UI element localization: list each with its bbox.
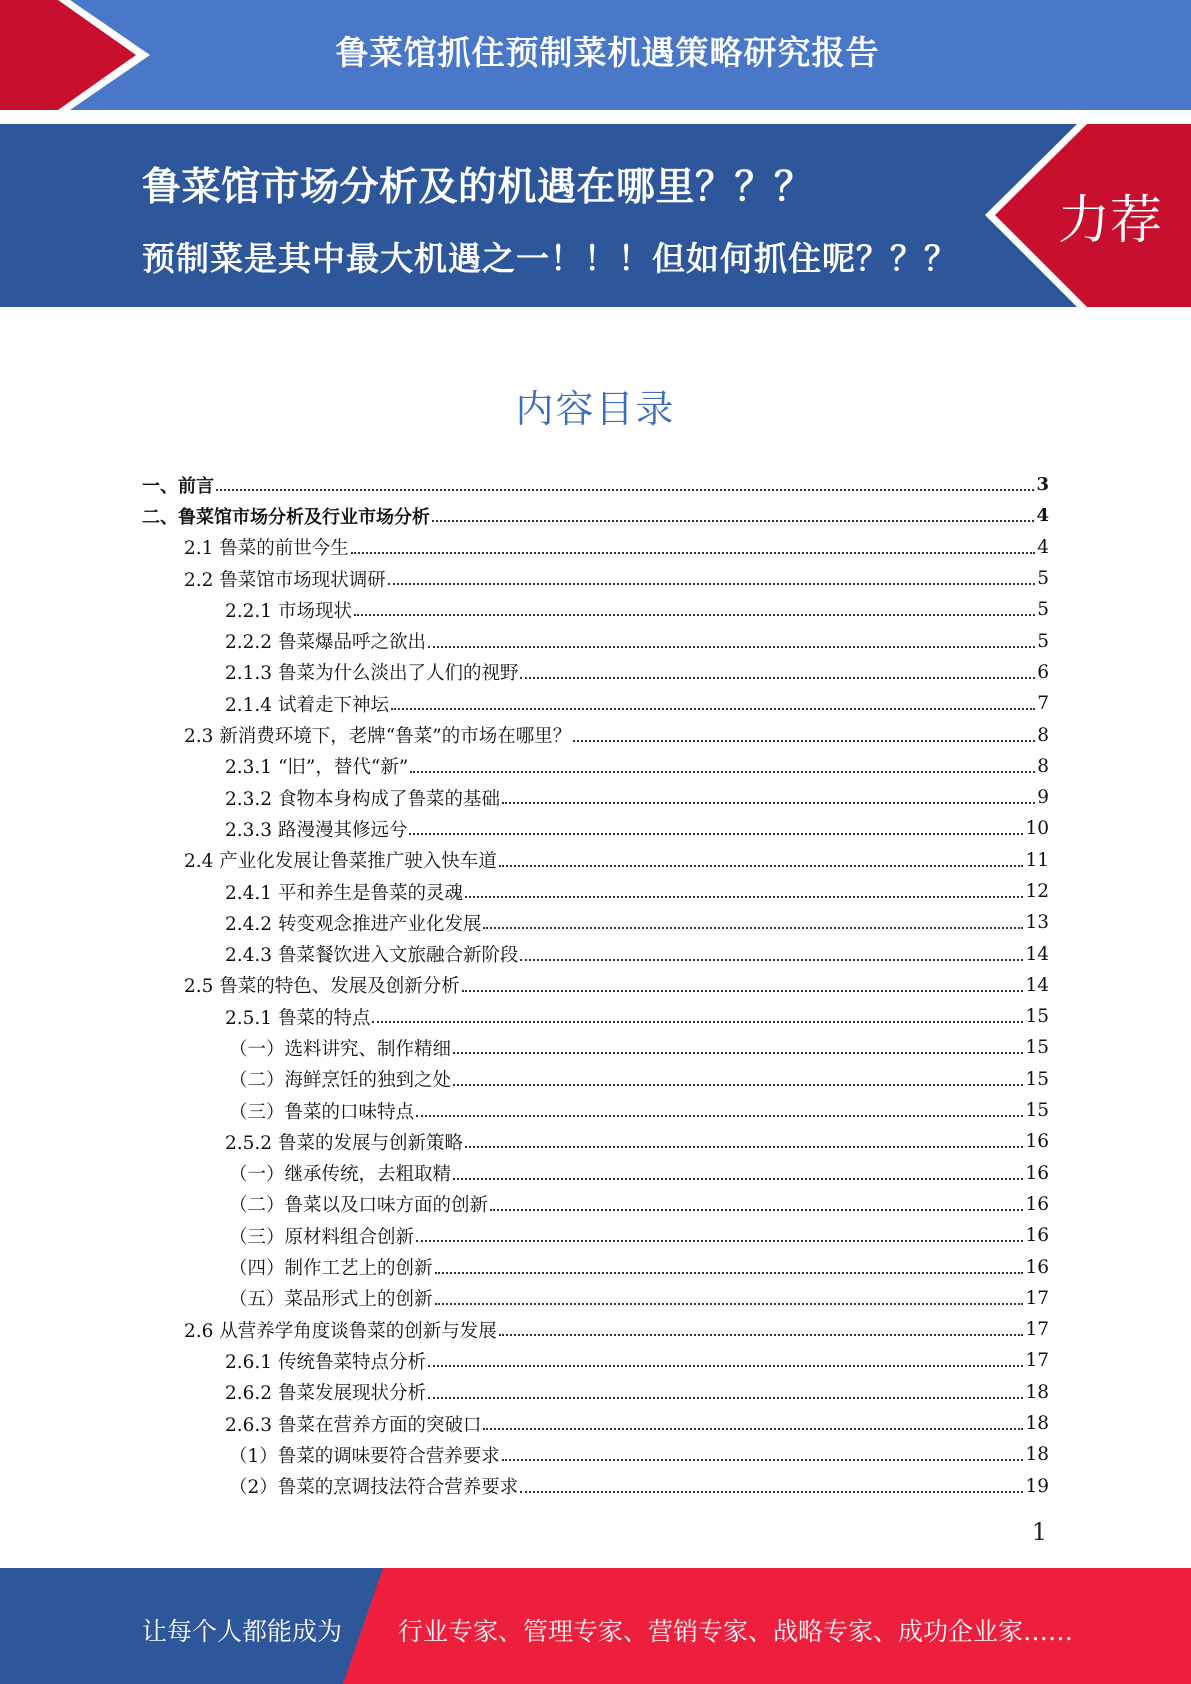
toc-entry[interactable]	[142, 1251, 1049, 1282]
toc-entry-page: 7	[1037, 693, 1049, 715]
toc-entry-label: 2.5 鲁菜的特色、发展及创新分析	[184, 976, 460, 998]
toc-entry-label: 2.3.1 “旧”，替代“新”	[225, 757, 409, 779]
toc-entry-page: 3	[1036, 474, 1049, 496]
toc-entry-label: 2.5.1 鲁菜的特点	[225, 1007, 371, 1029]
toc-entry[interactable]	[142, 532, 1049, 563]
toc-entry-page: 6	[1037, 661, 1049, 683]
toc-entry-page: 14	[1025, 974, 1049, 996]
toc-entry[interactable]	[142, 970, 1049, 1001]
toc-dot-leader	[502, 802, 1035, 804]
toc-entry[interactable]	[142, 782, 1049, 813]
toc-entry-label: （1）鲁菜的调味要符合营养要求	[229, 1445, 500, 1467]
toc-entry[interactable]	[142, 1377, 1049, 1408]
toc-entry-label: 2.3.3 路漫漫其修远兮	[225, 819, 408, 841]
toc-dot-leader	[502, 1459, 1024, 1461]
toc-dot-leader	[483, 1428, 1023, 1430]
toc-entry-label: 2.1 鲁菜的前世今生	[184, 538, 349, 560]
toc-dot-leader	[432, 520, 1034, 522]
band-divider	[0, 110, 1191, 124]
toc-entry[interactable]	[142, 1032, 1049, 1063]
toc-entry-page: 18	[1025, 1444, 1049, 1466]
toc-entry[interactable]	[142, 1283, 1049, 1314]
toc-entry-label: 2.6.2 鲁菜发展现状分析	[225, 1383, 426, 1405]
toc-dot-leader	[416, 1115, 1023, 1117]
toc-entry-page: 5	[1037, 568, 1049, 590]
toc-entry-page: 12	[1025, 881, 1049, 902]
toc-entry-page: 14	[1025, 943, 1049, 965]
toc-entry[interactable]	[142, 1064, 1049, 1095]
toc-entry-label: 2.2.2 鲁菜爆品呼之欲出	[225, 632, 426, 654]
toc-entry-page: 15	[1025, 1068, 1049, 1090]
footer-slogan: 让每个人都能成为	[142, 1617, 343, 1646]
toc-entry-page: 17	[1025, 1319, 1049, 1341]
toc-entry[interactable]	[142, 563, 1049, 594]
toc-dot-leader	[409, 833, 1023, 835]
toc-dot-leader	[465, 1146, 1023, 1148]
toc-entry-label: （一）选料讲究、制作精细	[229, 1038, 452, 1060]
toc-dot-leader	[428, 1397, 1023, 1399]
toc-entry-label: （五）菜品形式上的创新	[229, 1289, 433, 1311]
toc-entry[interactable]	[142, 1095, 1049, 1126]
toc-title: 内容目录	[515, 387, 676, 431]
toc-dot-leader	[216, 489, 1034, 491]
toc-entry-page: 5	[1037, 630, 1049, 652]
toc-entry-label: 2.4.3 鲁菜餐饮进入文旅融合新阶段	[225, 945, 519, 967]
toc-dot-leader	[573, 740, 1035, 742]
toc-entry[interactable]	[142, 1471, 1049, 1502]
toc-entry-label: 2.2.1 市场现状	[225, 600, 352, 622]
toc-entry-page: 4	[1036, 505, 1049, 527]
toc-entry[interactable]	[142, 876, 1049, 907]
toc-entry[interactable]	[142, 688, 1049, 719]
toc-entry[interactable]	[142, 625, 1049, 656]
toc-entry[interactable]	[142, 1314, 1049, 1345]
toc-entry-label: （三）鲁菜的口味特点	[229, 1101, 415, 1123]
page-number: 1	[1031, 1518, 1047, 1546]
toc-dot-leader	[465, 896, 1023, 898]
toc-entry-label: （四）制作工艺上的创新	[229, 1258, 433, 1280]
toc-entry[interactable]	[142, 1189, 1049, 1220]
toc-entry-label: 2.1.4 试着走下神坛	[225, 694, 389, 716]
toc-entry[interactable]	[142, 594, 1049, 625]
toc-entry-label: 2.2 鲁菜馆市场现状调研	[184, 569, 386, 591]
toc-entry-page: 16	[1025, 1131, 1049, 1153]
toc-entry-page: 16	[1025, 1193, 1049, 1215]
toc-entry[interactable]	[142, 1001, 1049, 1032]
toc-entry-page: 8	[1037, 724, 1049, 746]
toc-dot-leader	[490, 1209, 1023, 1211]
toc-entry-label: 2.4 产业化发展让鲁菜推广驶入快车道	[184, 851, 497, 873]
toc-entry-page: 10	[1025, 818, 1049, 840]
toc-entry-page: 17	[1025, 1287, 1049, 1309]
toc-entry-page: 16	[1025, 1256, 1049, 1278]
toc-entry-label: 2.5.2 鲁菜的发展与创新策略	[225, 1132, 463, 1154]
toc-entry-page: 4	[1037, 536, 1049, 558]
toc-dot-leader	[351, 552, 1035, 554]
toc-entry-page: 18	[1025, 1413, 1049, 1435]
toc-entry-label: 2.6 从营养学角度谈鲁菜的创新与发展	[184, 1320, 497, 1342]
toc-dot-leader	[428, 646, 1035, 648]
toc-entry[interactable]	[142, 1126, 1049, 1157]
toc-entry-page: 16	[1025, 1225, 1049, 1247]
toc-entry-label: 2.6.1 传统鲁菜特点分析	[225, 1351, 426, 1373]
toc-dot-leader	[372, 1021, 1023, 1023]
toc-dot-leader	[483, 927, 1023, 929]
toc-entry-page: 13	[1025, 912, 1049, 934]
toc-entry-page: 9	[1037, 787, 1049, 809]
headline-market-opportunity: 鲁菜馆市场分析及的机遇在哪里？？？	[142, 165, 814, 210]
toc-entry-label: （2）鲁菜的烹调技法符合营养要求	[229, 1477, 519, 1499]
toc-entry-label: 2.3.2 食物本身构成了鲁菜的基础	[225, 788, 500, 810]
toc-entry-page: 11	[1025, 849, 1049, 871]
toc-entry-page: 16	[1025, 1162, 1049, 1184]
toc-entry-label: 2.1.3 鲁菜为什么淡出了人们的视野	[225, 663, 519, 685]
toc-entry-label: （二）鲁菜以及口味方面的创新	[229, 1195, 489, 1217]
toc-dot-leader	[520, 677, 1035, 679]
toc-dot-leader	[453, 1084, 1023, 1086]
toc-entry-page: 5	[1037, 599, 1049, 621]
toc-entry-label: 一、前言	[142, 475, 214, 497]
toc-dot-leader	[435, 1272, 1024, 1274]
recommend-badge: 力荐	[1058, 191, 1163, 251]
toc-entry-label: 2.6.3 鲁菜在营养方面的突破口	[225, 1414, 482, 1436]
toc-dot-leader	[354, 614, 1035, 616]
toc-entry-label: （三）原材料组合创新	[229, 1226, 415, 1248]
toc-dot-leader	[499, 865, 1024, 867]
toc-entry-page: 19	[1025, 1475, 1049, 1497]
toc-entry[interactable]	[142, 751, 1049, 782]
toc-dot-leader	[391, 708, 1035, 710]
toc-dot-leader	[520, 959, 1023, 961]
toc-dot-leader	[428, 1365, 1023, 1367]
toc-entry[interactable]	[142, 1220, 1049, 1251]
toc-entry-page: 15	[1025, 1037, 1049, 1059]
toc-entry[interactable]	[142, 500, 1049, 531]
toc-dot-leader	[388, 583, 1035, 585]
toc-entry[interactable]	[142, 719, 1049, 750]
toc-entry-label: 2.3 新消费环境下，老牌“鲁菜”的市场在哪里？	[184, 726, 572, 748]
toc-entry[interactable]	[142, 1158, 1049, 1189]
toc-entry[interactable]	[142, 813, 1049, 844]
headline-prepared-dishes: 预制菜是其中最大机遇之一！！！但如何抓住呢？？？	[142, 239, 958, 278]
toc-entry-label: （一）继承传统，去粗取精	[229, 1164, 452, 1186]
toc-entry[interactable]	[142, 1345, 1049, 1376]
report-title: 鲁菜馆抓住预制菜机遇策略研究报告	[335, 33, 880, 72]
toc-dot-leader	[499, 1334, 1024, 1336]
toc-dot-leader	[416, 1240, 1023, 1242]
toc-dot-leader	[462, 990, 1024, 992]
toc-entry-page: 8	[1037, 755, 1049, 777]
toc-entry[interactable]	[142, 938, 1049, 969]
toc-dot-leader	[410, 771, 1035, 773]
footer-roles: 行业专家、管理专家、营销专家、战略专家、成功企业家……	[398, 1617, 1074, 1646]
toc-dot-leader	[435, 1303, 1024, 1305]
toc-entry[interactable]	[142, 845, 1049, 876]
toc-entry[interactable]	[142, 1408, 1049, 1439]
toc-dot-leader	[453, 1178, 1023, 1180]
toc-entry-page: 17	[1025, 1350, 1049, 1372]
toc-entry-page: 18	[1025, 1381, 1049, 1403]
toc-entry[interactable]	[142, 469, 1049, 500]
toc-entry[interactable]	[142, 657, 1049, 688]
toc-entry-label: 二、鲁菜馆市场分析及行业市场分析	[142, 506, 430, 528]
toc-dot-leader	[453, 1052, 1023, 1054]
toc-dot-leader	[520, 1491, 1023, 1493]
toc-entry[interactable]	[142, 1439, 1049, 1470]
table-of-contents	[142, 469, 1049, 1502]
toc-entry-label: 2.4.2 转变观念推进产业化发展	[225, 913, 482, 935]
toc-entry-page: 15	[1025, 1006, 1049, 1028]
toc-entry-page: 15	[1025, 1100, 1049, 1122]
toc-entry[interactable]	[142, 907, 1049, 938]
toc-entry-label: （二）海鲜烹饪的独到之处	[229, 1070, 452, 1092]
toc-entry-label: 2.4.1 平和养生是鲁菜的灵魂	[225, 882, 463, 904]
